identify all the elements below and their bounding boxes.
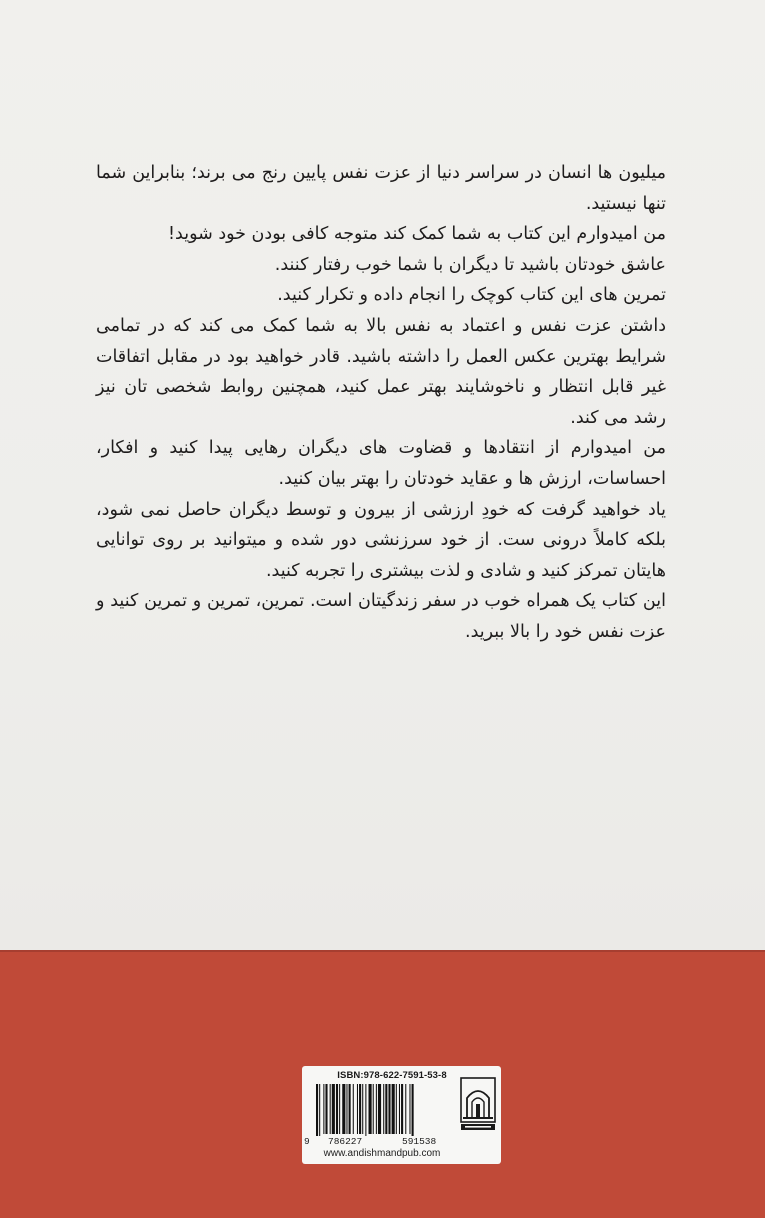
barcode-bar <box>359 1084 361 1134</box>
barcode-bar <box>353 1084 354 1134</box>
barcode-bar <box>376 1084 377 1134</box>
barcode-graphic <box>306 1084 454 1136</box>
barcode-bar <box>385 1084 387 1134</box>
barcode <box>306 1084 454 1136</box>
barcode-bar <box>373 1084 374 1134</box>
barcode-bar <box>316 1084 318 1136</box>
barcode-bar <box>362 1084 363 1134</box>
barcode-bar <box>412 1084 414 1136</box>
publisher-website: www.andishmandpub.com <box>323 1148 441 1159</box>
barcode-bar <box>378 1084 381 1134</box>
barcode-bar <box>369 1084 372 1134</box>
barcode-bar <box>405 1084 406 1134</box>
blurb-paragraph-4: تمرین های این کتاب کوچک را انجام داده و تکرار کنید. <box>277 285 666 306</box>
barcode-bar <box>325 1084 327 1134</box>
isbn-number: ISBN:978-622-7591-53-8 <box>337 1070 447 1081</box>
barcode-bar <box>339 1084 340 1134</box>
barcode-digit-first: 9 <box>304 1136 310 1147</box>
barcode-bar <box>409 1084 410 1134</box>
barcode-bar <box>342 1084 345 1134</box>
barcode-bar <box>357 1084 358 1134</box>
barcode-bar <box>323 1084 324 1134</box>
barcode-bar <box>336 1084 338 1134</box>
barcode-bar <box>401 1084 403 1134</box>
barcode-bar <box>332 1084 335 1134</box>
blurb-text <box>96 158 666 648</box>
barcode-digits-group-2: 591538 <box>402 1136 437 1147</box>
barcode-bar <box>399 1084 400 1134</box>
blurb-paragraph-5: داشتن عزت نفس و اعتماد به نفس بالا به شما کمک می کند که در تمامی شرایط بهترین عکس العمل را داشته باشید. قادر خواهید بود در مقابل اتفاقات غیر قابل انتظار و ناخوشایند بهتر عمل کنید، همچنین روابط شخصی تان نیز رشد می کند. <box>96 315 666 428</box>
blurb-paragraph-1: میلیون ها انسان در سراسر دنیا از عزت نفس پایین رنج می برند؛ بنابراین شما تنها نیستید. <box>96 163 666 214</box>
barcode-bar <box>365 1084 366 1136</box>
barcode-digits-group-1: 786227 <box>328 1136 363 1147</box>
isbn-label <box>302 1066 501 1164</box>
blurb-paragraph-6: من امیدوارم از انتقادها و قضاوت های دیگران رهایی پیدا کنید و افکار، احساسات، ارزش ها و عقاید خودتان را بهتر بیان کنید. <box>96 438 666 489</box>
blurb-paragraph-7: یاد خواهید گرفت که خودِ ارزشی از بیرون و توسط دیگران حاصل نمی شود، بلکه کاملاً درونی ست. از خود سرزنشی دور شده و میتوانید بر روی توانایی هایتان تمرکز کنید و شادی و لذت بیشتری را تجربه کنید. <box>96 499 666 581</box>
blurb-paragraph-8: این کتاب یک همراه خوب در سفر زندگیتان است. تمرین، تمرین و تمرین کنید و عزت نفس خود را بالا ببرید. <box>96 591 666 642</box>
barcode-bar <box>319 1084 320 1136</box>
barcode-bar <box>349 1084 351 1134</box>
barcode-bar <box>388 1084 390 1134</box>
blurb-paragraph-2: من امیدوارم این کتاب به شما کمک کند متوجه کافی بودن خود شوید! <box>168 224 666 245</box>
barcode-bar <box>396 1084 397 1134</box>
barcode-bar <box>383 1084 384 1134</box>
blurb-paragraph-3: عاشق خودتان باشید تا دیگران با شما خوب رفتار کنند. <box>274 254 666 275</box>
barcode-bar <box>392 1084 395 1134</box>
publisher-emblem-icon <box>459 1074 497 1136</box>
barcode-bar <box>330 1084 331 1134</box>
barcode-bar <box>346 1084 347 1134</box>
